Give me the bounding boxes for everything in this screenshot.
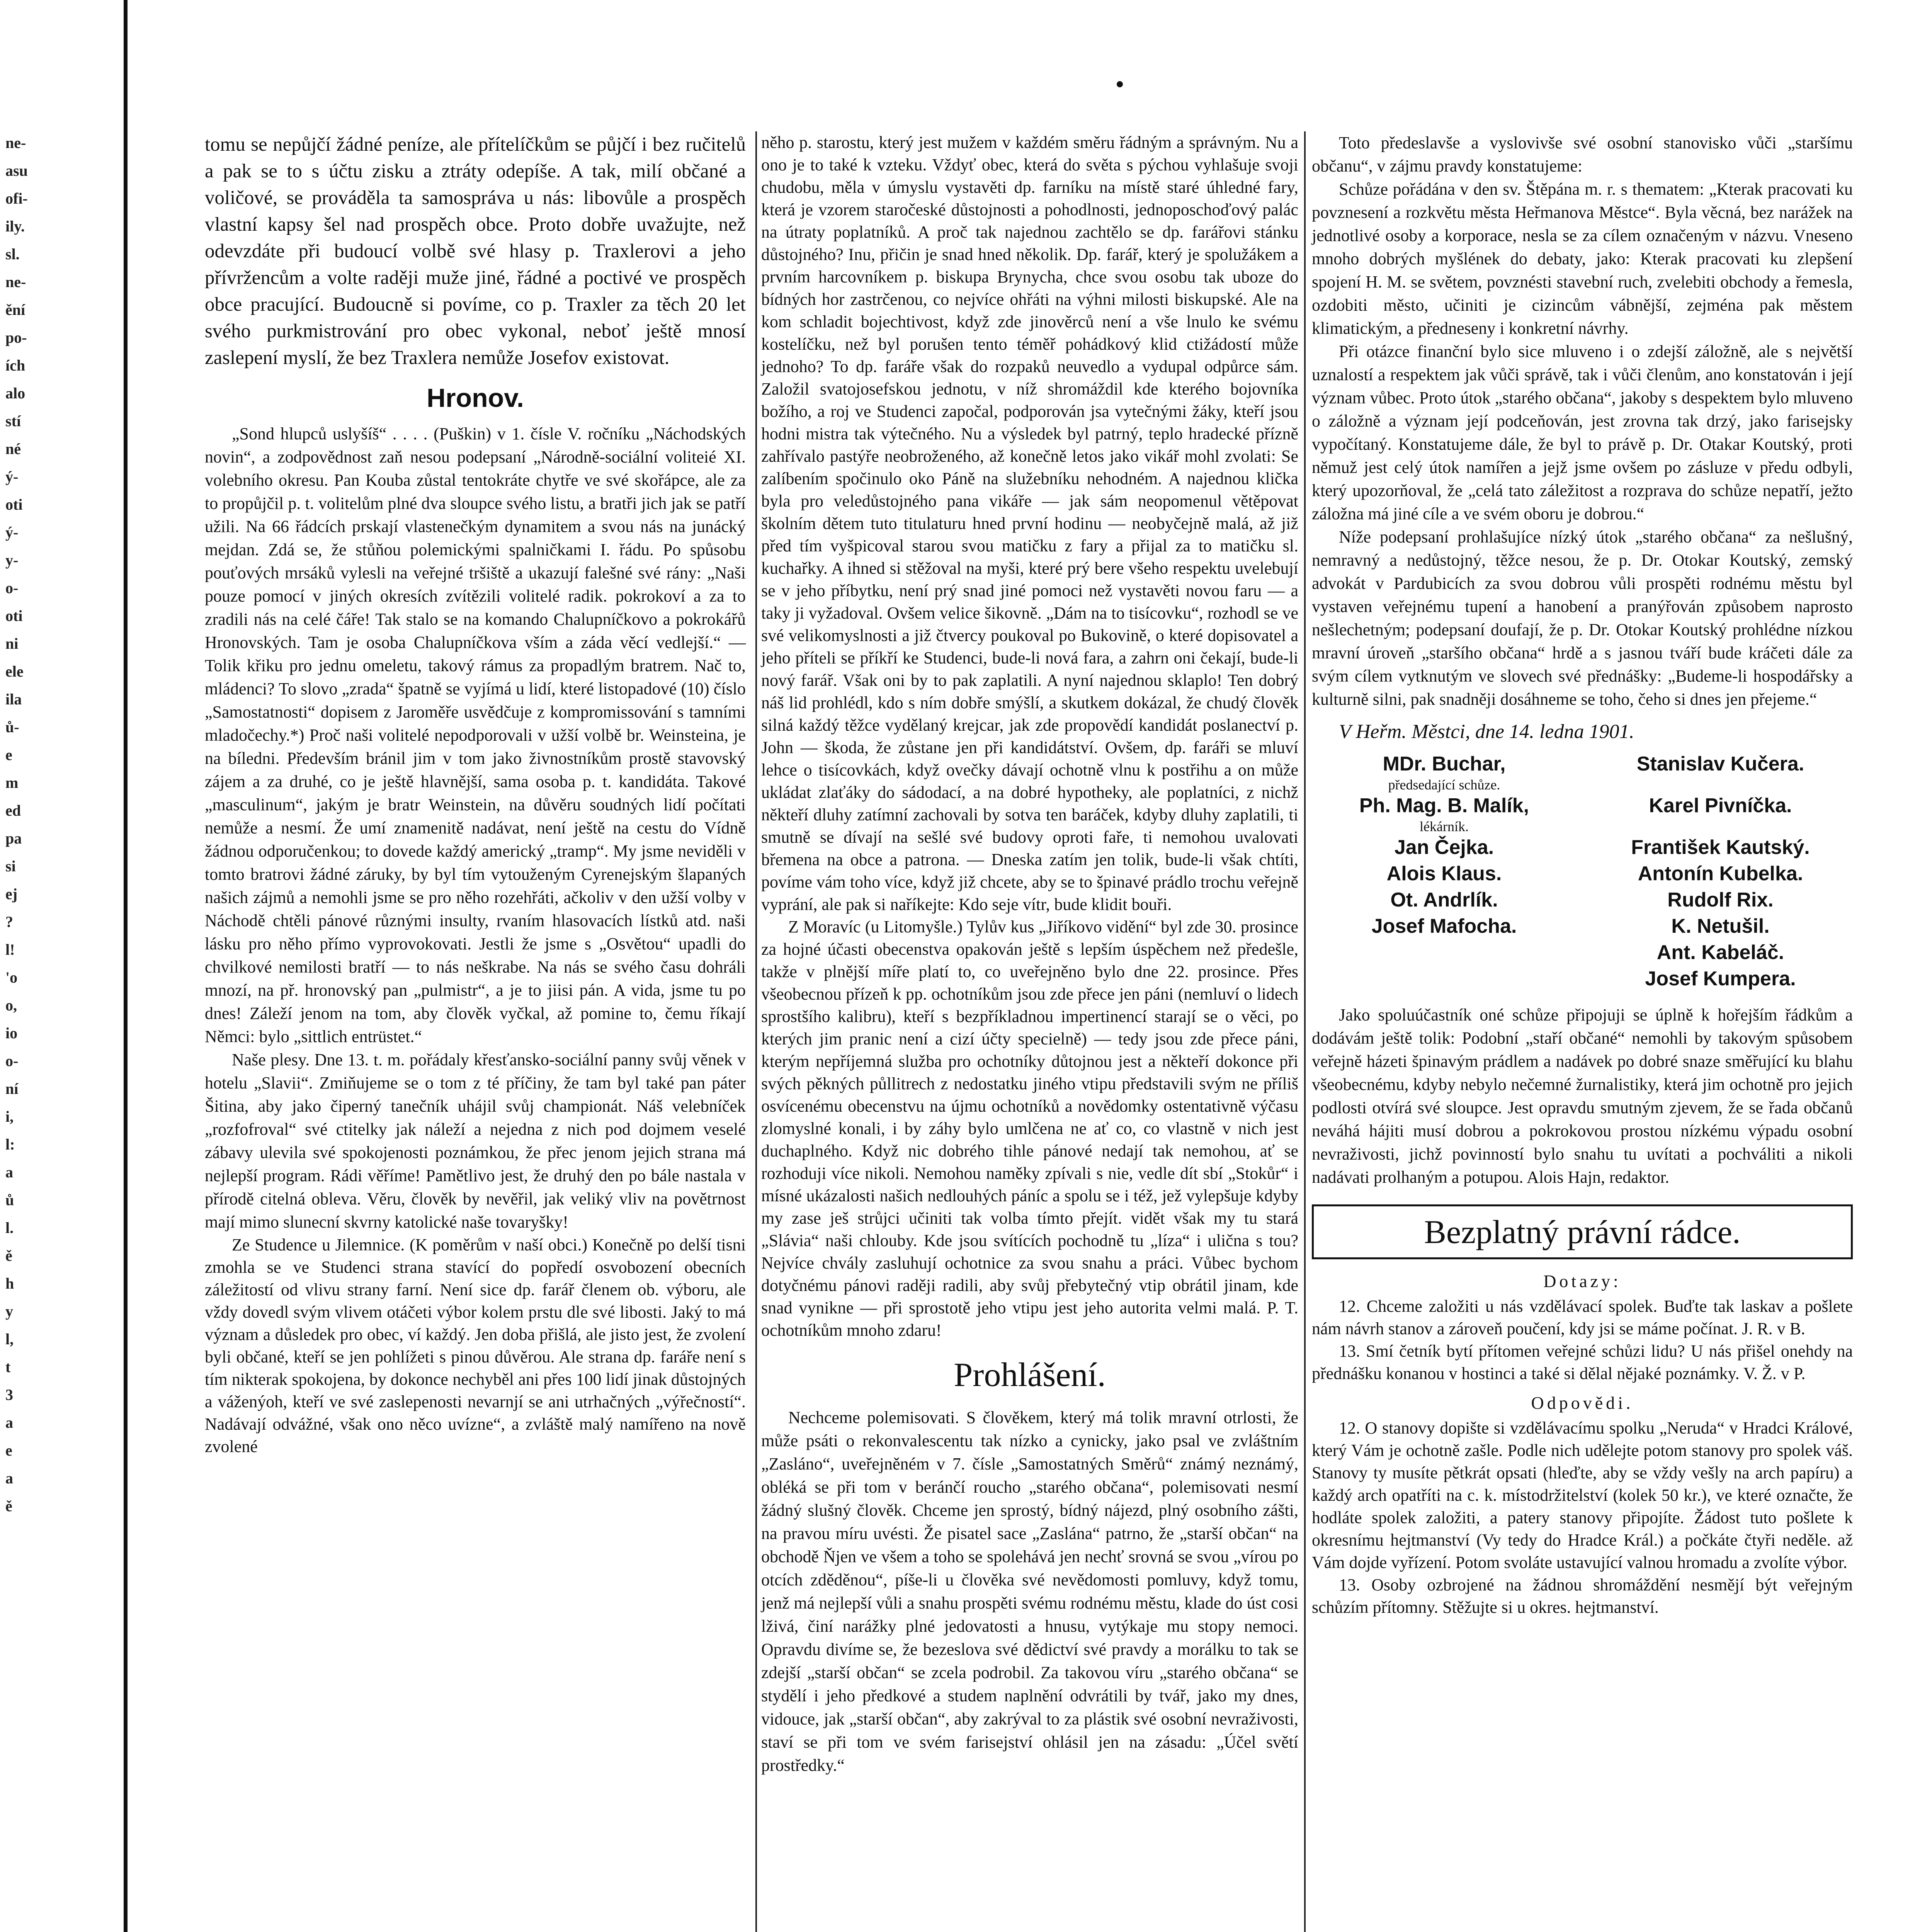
edge-text-fragment: ní <box>5 1080 19 1097</box>
edge-text-fragment: o, <box>5 997 17 1014</box>
edge-text-fragment: stí <box>5 412 21 430</box>
signature-name: Alois Klaus. <box>1386 862 1502 885</box>
edge-text-fragment: a <box>5 1469 13 1487</box>
article-paragraph: Toto předeslavše a vyslovivše své osobní stanovisko vůči „staršímu občanu“, v zájmu pravdy konstatujeme: <box>1312 133 1853 175</box>
edge-text-fragment: ne- <box>5 134 26 151</box>
edge-text-fragment: ily. <box>5 218 25 235</box>
article-paragraph: Ze Studence u Jilemnice. (K poměrům v naší obci.) Konečně po delší tisni zmohla se ve Studenci strana stavící do popředí osvobození obecních záležitostí od vlivu strany farní. Není sice dp. farář členem ob. výboru, ale vždy dovedl svým vlivem otáčeti výbor kolem prstu dle své libosti. Jaký to má význam a důsledek pro obec, ví každý. Jen doba přišlá, ale jisto jest, že zvolení byli občané, kteří se jen pohlížeti s pinou důvěrou. Ale strana dp. faráře není s tím nikterak spokojena, by dokonce nechyběl ani přes 100 lidí jinak důstojných a váženýoh, kteří ve své zaslepenosti nevarnjí se ani utrhačných „výřečností“. Nadávají odvážné, však ono něco uvízne“, a zvláště malý namířeno na nově zvolené <box>205 1235 746 1456</box>
edge-text-fragment: e <box>5 746 12 764</box>
column-2 <box>761 131 1298 1777</box>
edge-text-fragment: pa <box>5 830 22 847</box>
signature <box>1588 793 1853 834</box>
subheading-odpovedi: Odpovědi. <box>1531 1393 1634 1413</box>
edge-text-fragment: y- <box>5 551 19 569</box>
signature <box>1588 966 1853 992</box>
article-paragraph: Z Moravíc (u Litomyšle.) Tylův kus „Jiříkovo vidění“ byl zde 30. prosince za hojné účasti obecenstva opakován ještě s lepším úspěchem než předešle, takže v plnější míře platí to, co uveřejněno bylo dne 22. prosince. Přes všeobecnou přízeň k pp. ochotníkům jsou zde přece jen páni (nemluví o lidech sprostšího kalibru), kteří s bezpříkladnou impertinencí starají se o věci, po kterých jim pranic není a cizí účty specielně) — tedy jsou zde přece páni, kterým nepříjemná služba pro ochotníky důtojnou jest a někteří dokonce při svých pěkných půllitrech z nedostatku jiného vtipu představili svým ne příliš osvícenému obecenstvu na újmu ochotníků a novědomky ostentativně výčasu zlomyslné konali, i by záhy bylo umlčena ne ať co, co vlastně v nich jest duchaplného. Když nic dobrého tihle pánové nedají tak nemohou, ať se rozhoduji více nikoli. Nemohou naměky zpívali s nie, vedle dít sbí „Stokůr“ i mísné ukázalosti našich nedlouhých páníc a spolu se i též, jež vylepšuje kdyby my zase ješ strůjci učiniti tak volba tímto přejít. vidět však my tu stará „Slávia“ naši chlouby. Kde jsou svítících pochodně tu „líza“ i ulična s tou? Nejvíce chvály zasluhují ochotnice za svou snahu a práci. Vůbec bychom dotyčnému pánovi raději radili, aby svůj přebytečný vtip obrátil jinam, kde snad vynikne — při sprostotě jeho vtipu jest jeho autorita velmi malá. P. T. ochotníkům mnoho zdaru! <box>761 917 1298 1340</box>
signature <box>1588 861 1853 887</box>
signature-name: Ant. Kabeláč. <box>1656 941 1784 964</box>
article-paragraph: Jako spoluúčastník oné schůze připojuji se úplně k hořejším řádkům a dodávám ještě tolik: Podobní „staří občané“ nemohli by takovým spůsobem veřejně házeti špinavým prádlem a nadávek po dobré snaze směřující ku blahu všeobecnému, kdyby nebylo nečemné žurnalistiky, která jim ochotně pro jejich podlosti otvírá své sloupce. Jest opravdu smutným zjevem, že se řada občanů neváhá hájiti musí dobrou a pokrokovou prostou nízkému výpadu osobní nevraživosti, jichž povinností bylo snahu tu uvítati a pochváliti a nikoli nadávati prolhaným a potupou. Alois Hajn, redaktor. <box>1312 1005 1853 1187</box>
article-paragraph: Při otázce finanční bylo sice mluveno i o zdejší záložně, ale s největší uznalostí a respektem jak vůči správě, tak i vůči členům, ano konstatován i její význam vůbec. Proto útok „starého občana“, jakoby s despektem bylo mluveno o záložně a význam její podceňován, jest zrovna tak drzý, jako farisejsky vypočítaný. Konstatujeme dále, že byl to právě p. Dr. Otakar Koutský, proti němuž jest celý útok namířen a jejž jsme ovšem po zásluze v předu odbyli, který upozorňoval, že „celá tato záležitost a rozprava do schůze nepatří, ježto záložna má jiné cíle a ve svém oboru je dobrou.“ <box>1312 342 1853 523</box>
edge-text-fragment: si <box>5 857 16 875</box>
signature-name: Josef Kumpera. <box>1645 968 1796 990</box>
signature <box>1588 913 1853 939</box>
edge-text-fragment: asu <box>5 162 28 179</box>
signature <box>1312 966 1577 992</box>
article-paragraph: Schůze pořádána v den sv. Štěpána m. r. s thematem: „Kterak pracovati ku povznesení a rozkvětu města Heřmanova Městce“. Byla věcná, bez narážek na jednotlivé osoby a korporace, nesla se za cílem označeným v názvu. Vneseno mnoho dobrých myšlének do debaty, jako: Kterak pracovati ku zlepšení spojení H. M. se světem, povznésti stavební ruch, zvelebiti obchody a řemesla, ozdobiti město, učiniti je cizincům vábnější, zejména pak městem klimatickým, a předneseny i konkretní návrhy. <box>1312 180 1853 338</box>
signature-name: Jan Čejka. <box>1394 836 1494 859</box>
edge-text-fragment: l: <box>5 1136 15 1153</box>
edge-text-fragment: l! <box>5 941 15 958</box>
edge-text-fragment: l, <box>5 1330 14 1348</box>
signature-name: Rudolf Rix. <box>1667 889 1774 911</box>
edge-text-fragment: y <box>5 1303 13 1320</box>
signature-role: lékárník. <box>1420 819 1469 834</box>
column-3 <box>1312 131 1853 1619</box>
signature <box>1588 834 1853 861</box>
edge-text-fragment: sl. <box>5 245 20 263</box>
edge-text-fragment: ý- <box>5 468 19 485</box>
edge-text-fragment: 'o <box>5 969 18 986</box>
signatures <box>1312 751 1853 992</box>
edge-text-fragment: a <box>5 1163 13 1181</box>
signature-name: Karel Pivníčka. <box>1649 794 1792 817</box>
subheading-dotazy: Dotazy: <box>1543 1271 1621 1291</box>
column-rule <box>1304 131 1306 1932</box>
edge-text-fragment: t <box>5 1358 11 1376</box>
section-heading-pravni-radce: Bezplatný právní rádce. <box>1312 1204 1853 1259</box>
signature-name: Stanislav Kučera. <box>1636 753 1804 775</box>
article-paragraph: něho p. starostu, který jest mužem v každém směru řádným a správným. Nu a ono je to také k vzteku. Vždyť obec, která do světa s pýchou vyhlašuje svoji chudobu, měla v úmyslu vystavěti dp. farníku na místě staré úhledné fary, která je vzorem staročeské důstojnosti a pohodlnosti, jednoposchoďový palác na útraty poplatníků. A proč tak najednou zachtělo se dp. farářovi stánku důstojného? Inu, přičin je snad hned několik. Dp. farář, který je spolužákem a prvním harcovníkem p. biskupa Brynycha, chce svou osobu tak uboze do bídných hor zastrčenou, co nejvíce ohřáti na výhni milosti biskupské. Ale na kom schladit bojechtivost, když zde jinověrců není a vše lnulo ke svému kostelíčku, než byl porušen tento téměř pohádkový klid ctižádostí může jednoho? To dp. faráře však do rozpaků neuvedlo a vydupal odpůrce sám. Založil svatojosefskou jednotu, v níž shromáždil kde kterého bojovníka božího, a roj ve Studenci započal, podporován jsa vytečnými žáky, kteří jsou hodni mistra tak výtečného. Nu a výsledek byl patrný, teplo hradecké přízně zahřívalo pastýře neobroženého, až konečně letos jako vikář mohl zvolati: Se zalíbením spočinulo oko Páně na služebníku nehodném. A najednou klička byla pro veledůstojného pana vikáře — jak sám neopomenul větěpovat školním dětem tuto titulaturu hned první hodinu — neobyčejně malá, až již před tím vyšpicoval starou svou matičku z fary a přijal za to matičku sl. kuchařky. A ihned si stěžoval na myši, které prý bere všeho respektu uvelebují se v jeho příbytku, není prý snad jiné pomoci než vystavěti novou faru — a taky ji vyžadoval. Ovšem velice šikovně. „Dám na to tisícovku“, rozhodl se ve své velikomyslnosti a již čtvercy poukoval po Bukovině, o které dopisovatel a jeho příteli se příkří ke Studenci, bude-li nová fara, a zahrn oni čekají, bude-li nový farář. Však oni by to pak zaplatili. A nyní najednou sklaplo! Ten dobrý náš lid prohlédl, kdo s ním dobře smýšlí, a skutkem dokázal, že chudý člověk silná každý těžce vydělaný krejcar, jak zde propovědí kandidát poslanectví p. John — škoda, že zůstane jen při kandidátství. Ovšem, dp. faráři se mluví lehce o tisícovkách, když ovečky dávají ochotně vlnu k postřihu a on může ukládat zlaťáky do sádodací, a na dobré hypotheky, ale poplatníci, z nichž někteří dluhy zatímní zachovali by sotva ten baráček, kdyby dluhy zaplatili, ti smutně se dívají na sešlé své budovy oproti faře, ti nemohou uvalovati břemena na obce a patrona. — Dneska zatím jen tolik, bude-li však chtíti, povíme vám toho více, když již chcete, aby se to špinavé prádlo trochu veřejně vyprání, ale pak si naříkejte: Kdo seje vítr, bude klidit bouři. <box>761 133 1298 914</box>
signature-name: K. Netušil. <box>1671 915 1770 937</box>
edge-text-fragment: ne- <box>5 273 26 291</box>
signature-name: Ot. Andrlík. <box>1390 889 1498 911</box>
edge-text-fragment: h <box>5 1275 14 1292</box>
article-paragraph: Níže podepsaní prohlašujíce nízký útok „starého občana“ za nešlušný, nemravný a nedůstojný, těžce nesou, že p. Dr. Otokar Koutský, zemský advokát v Pardubicích za svou dobrou vůli prospěti rodnému městu byl vystaven veřejnému tupení a hanobení a pranýřován způsobem naprosto nešlechetným; podepsaní doufají, že p. Dr. Otokar Koutský prohlédne nízkou mravní úroveň „staršího občana“ hrdě a s jasnou tváří bude kráčeti dále za svým cílem vytknutým ve slovech své přednášky: „Budeme-li hospodářsky a kulturně silni, pak snadněji dosáhneme se toho, čeho si dnes jen přejeme.“ <box>1312 527 1853 709</box>
edge-text-fragment: ? <box>5 913 13 930</box>
signature <box>1312 793 1577 834</box>
edge-text-fragment: ni <box>5 635 19 652</box>
edge-text-fragment: ů- <box>5 718 19 736</box>
edge-text-fragment: ofi- <box>5 190 28 207</box>
signature-name: Ph. Mag. B. Malík, <box>1359 794 1529 817</box>
edge-text-fragment: oti <box>5 496 23 513</box>
edge-text-fragment: ě <box>5 1247 12 1264</box>
signature <box>1588 939 1853 966</box>
answer-paragraph: 13. Osoby ozbrojené na žádnou shromáždění nesmějí být veřejným schůzím přítomny. Stěžujte si u okres. hejtmanství. <box>1312 1575 1853 1617</box>
edge-text-fragment: a <box>5 1414 13 1431</box>
signature-role: předsedající schůze. <box>1388 777 1500 793</box>
edge-text-fragment: ý- <box>5 524 19 541</box>
signature <box>1312 751 1577 793</box>
column-rule <box>755 131 757 1932</box>
signature-name: František Kautský. <box>1631 836 1810 859</box>
signature <box>1312 834 1577 861</box>
left-page-edge <box>0 0 128 1932</box>
edge-text-fragment: o- <box>5 1052 19 1070</box>
edge-text-fragment: io <box>5 1024 18 1042</box>
section-heading-prohlaseni: Prohlášení. <box>954 1356 1106 1394</box>
edge-text-fragment: o- <box>5 579 19 597</box>
signature <box>1588 751 1853 793</box>
question-paragraph: 12. Chceme založiti u nás vzdělávací spolek. Buďte tak laskav a pošlete nám návrh stanov a zároveň poučení, kdy jsi se máme počínat. J. R. v B. <box>1312 1297 1853 1338</box>
edge-text-fragment: ě <box>5 1497 12 1515</box>
article-paragraph: Naše plesy. Dne 13. t. m. pořádaly křesťansko-sociální panny svůj věnek v hotelu „Slavii“. Zmiňujeme se o tom z té příčiny, že tam byl také pan páter Šitina, aby jako čiperný tanečník uhájil svůj championát. Náš velebníček „rozfofroval“ své ctitelky jak náleží a nejedna z nich pod dojmem veselé zábavy ulevila své spokojenosti poznámkou, že přec jenom jejich strana má nejlepší program. Rádi věříme! Pamětlivo jest, že druhý den po bále nastala v přírodě citelná obleva. Věru, člověk by nevěřil, jak veliký vliv na povětrnost mají mimo slunecní skvrny katolické naše tovaryšky! <box>205 1050 746 1231</box>
print-mark <box>1117 81 1123 87</box>
section-heading-hronov: Hronov. <box>427 383 524 413</box>
edge-text-fragment: e <box>5 1442 12 1459</box>
article-paragraph: tomu se nepůjčí žádné peníze, ale přítelíčkům se půjčí i bez ručitelů a pak se to s účtu zisku a ztráty odepíše. A tak, milí občané a voličové, se prováděla ta samospráva u nás: libovůle a prospěch vlastní kapsy šel nad prospěch obce. Proto dobře uvažujte, než odevzdáte při budoucí volbě své hlasy p. Traxlerovi a jeho přívržencům a volte raději muže jiné, řádné a poctivé ve prospěch obce pracující. Budoucně si povíme, co p. Traxler za těch 20 let svého purkmistrování pro obec vykonal, neboť ještě mnosí zaslepení myslí, že bez Traxlera nemůže Josefov existovat. <box>205 134 746 369</box>
signature-name: MDr. Buchar, <box>1383 753 1506 775</box>
signature <box>1312 887 1577 913</box>
edge-text-fragment: i, <box>5 1108 14 1125</box>
edge-text-fragment: né <box>5 440 21 457</box>
edge-text-fragment: 3 <box>5 1386 13 1403</box>
edge-text-fragment: l. <box>5 1219 14 1236</box>
edge-text-fragment: ed <box>5 802 21 819</box>
answer-paragraph: 12. O stanovy dopište si vzdělávacímu spolku „Neruda“ v Hradci Králové, který Vám je ochotně zašle. Podle nich udělejte potom stanovy pro spolek váš. Stanovy ty musíte pětkrát opsati (hleďte, aby se vždy vešly na arch papíru) a každý arch opatříti na c. k. místodržitelství (kolek 50 kr.), ve které označte, že hodláte spolek založiti, a patery stanovy připojíte. Žádost tuto pošlete k okresnímu hejtmanství (Vy tedy do Hradce Král.) a počkáte čtyři neděle. až Vám dojde vyřízení. Potom svoláte ustavující valnou hromadu a zvolíte výbor. <box>1312 1418 1853 1572</box>
edge-text-fragment: m <box>5 774 19 791</box>
article-paragraph: Nechceme polemisovati. S člověkem, který má tolik mravní otrlosti, že může psáti o rekonvalescentu tak nízko a cynicky, jako psal ve zvláštním „Zasláno“, uveřejněném v 7. čísle „Samostatných Směrů“ známý neznámý, obléká se při tom v beránčí roucho „starého občana“, polemisovati nesmí žádný slušný člověk. Chceme jen sprostý, bídný nájezd, plný osobního zášti, na pravou míru uvésti. Že pisatel sace „Zaslána“ patrno, že „starší občan“ na obchodě Ňjen ve všem a toho se spolehává jen nechť srovná se svou „vírou po otcích zděděnou“, píše-li u člověka své nevědomosti pomluvy, když tomu, jenž má nejlepší vůli a snahu prospěti svému rodnému městu, klade do úst cosi lživá, činí narážky plné jedovatosti a hnusu, vytýkaje mu stopy nemoci. Opravdu divíme se, že bezeslova své dědictví své pravdy a morálku to tak se zdejší „starší občan“ se zcela podrobil. Za takovou víru „starého občana“ se stydělí i jeho předkové a studem naplnění odvrátili by tvář, jako my dnes, vidouce, jak „starší občan“, aby zakrýval to za plástik své osobní nevraživosti, staví se při tom ve svém farisejství ohlásil jen na zásadu: „Účel světí prostředky.“ <box>761 1408 1298 1775</box>
signature <box>1588 887 1853 913</box>
signature <box>1312 939 1577 966</box>
column-1 <box>205 131 746 1458</box>
edge-text-fragment: oti <box>5 607 23 624</box>
edge-text-fragment: ění <box>5 301 26 318</box>
signature-name: Antonín Kubelka. <box>1638 862 1803 885</box>
signature <box>1312 913 1577 939</box>
edge-text-fragment: alo <box>5 384 26 402</box>
signature <box>1312 861 1577 887</box>
place-date: V Heřm. Městci, dne 14. ledna 1901. <box>1339 721 1634 743</box>
signature-name: Josef Mafocha. <box>1371 915 1517 937</box>
question-paragraph: 13. Smí četník bytí přítomen veřejné schůzi lidu? U nás přišel onehdy na přednášku konanou v hostinci a také si dělal nějaké poznámky. V. Ž. v P. <box>1312 1342 1853 1383</box>
edge-text-fragment: ila <box>5 690 22 708</box>
edge-text-fragment: po- <box>5 329 27 346</box>
edge-text-fragment: ů <box>5 1191 14 1209</box>
article-paragraph: „Sond hlupců uslyšíš“ . . . . (Puškin) v 1. čísle V. ročníku „Náchodských novin“, a zodpovědnost zaň nesou podepsaní „Národně-sociální voliteié XI. volebního okresu. Pan Kouba zůstal tentokráte chytře ve své skořápce, ale za to propůjčil p. t. volitelům plné dva sloupce svého listu, a bratři jich jak se patří užili. Na 66 řádcích prskají vlastenečkým dynamitem a svou nás na junácký mejdan. Zdá se, že stůňou polemickými spalničkami I. řádu. Po spůsobu pouťových mrsáků vylesli na veřejné tršiště a ukazují falešné své rány: „Naši pouze pomocí v jiných okresích zvítězili volitelé radik. pokrokoví a za to zradili nás na celé čáře! Tak stalo se na komando Chalupníčkovo a pokrokářů Hronovských. Tam je osoba Chalupníčkova vším a záda věcí vedlejší.“ — Tolik křiku pro jednu omeletu, takový rámus za propadlým bratrem. Nač to, mládenci? To slovo „zrada“ špatně se vyjímá u lidí, které listopadové (10) číslo „Samostatnosti“ dopisem z Jaroměře usvědčuje z kompromissování s tamními mladočechy.*) Proč naši volitelé nepodporovali v užší volbě br. Weinsteina, je na bíledni. Především bránil jim v tom jako živnostníkům prostě stavovský zájem a za druhé, co je ještě hlavnější, sama osoba p. t. kandidáta. Takové „masculinum“, jakým je bratr Weinstein, na důvěru soudných lidí počítati nemůže a nesmí. Že umí znamenitě nadávat, není ještě na cestu do Vídně žádnou odporučenkou; to dovede každý americký „tramp“. My jsme neviděli v tomto bratrovi žádné záruky, by byl tím vytouženým Cyrenejským šlapaných našich zájmů a nemohli jsme se pro něho rozehřáti, ačkoliv v den užší volby v Náchodě chtěli pánové různými insulty, rvaním hlasovacích lístků atd. naši lásku pro něho přímo vyprovokovati. Jestli že jsme s „Osvětou“ upadli do chvilkové nemilosti bratří — to nás neškrabe. Na nás se svého času dohráli mnozí, na př. hronovský pan „pulmistr“, a je to jiisi pán. A vida, jsme tu po dnes! Záleží jenom na tom, aby člověk vyčkal, až pomine to, čemu říkají Němci: bylo „sittlich entrüstet.“ <box>205 424 746 1046</box>
edge-text-fragment: ej <box>5 885 18 903</box>
edge-text-fragment: ích <box>5 357 26 374</box>
edge-text-fragment: ele <box>5 663 24 680</box>
